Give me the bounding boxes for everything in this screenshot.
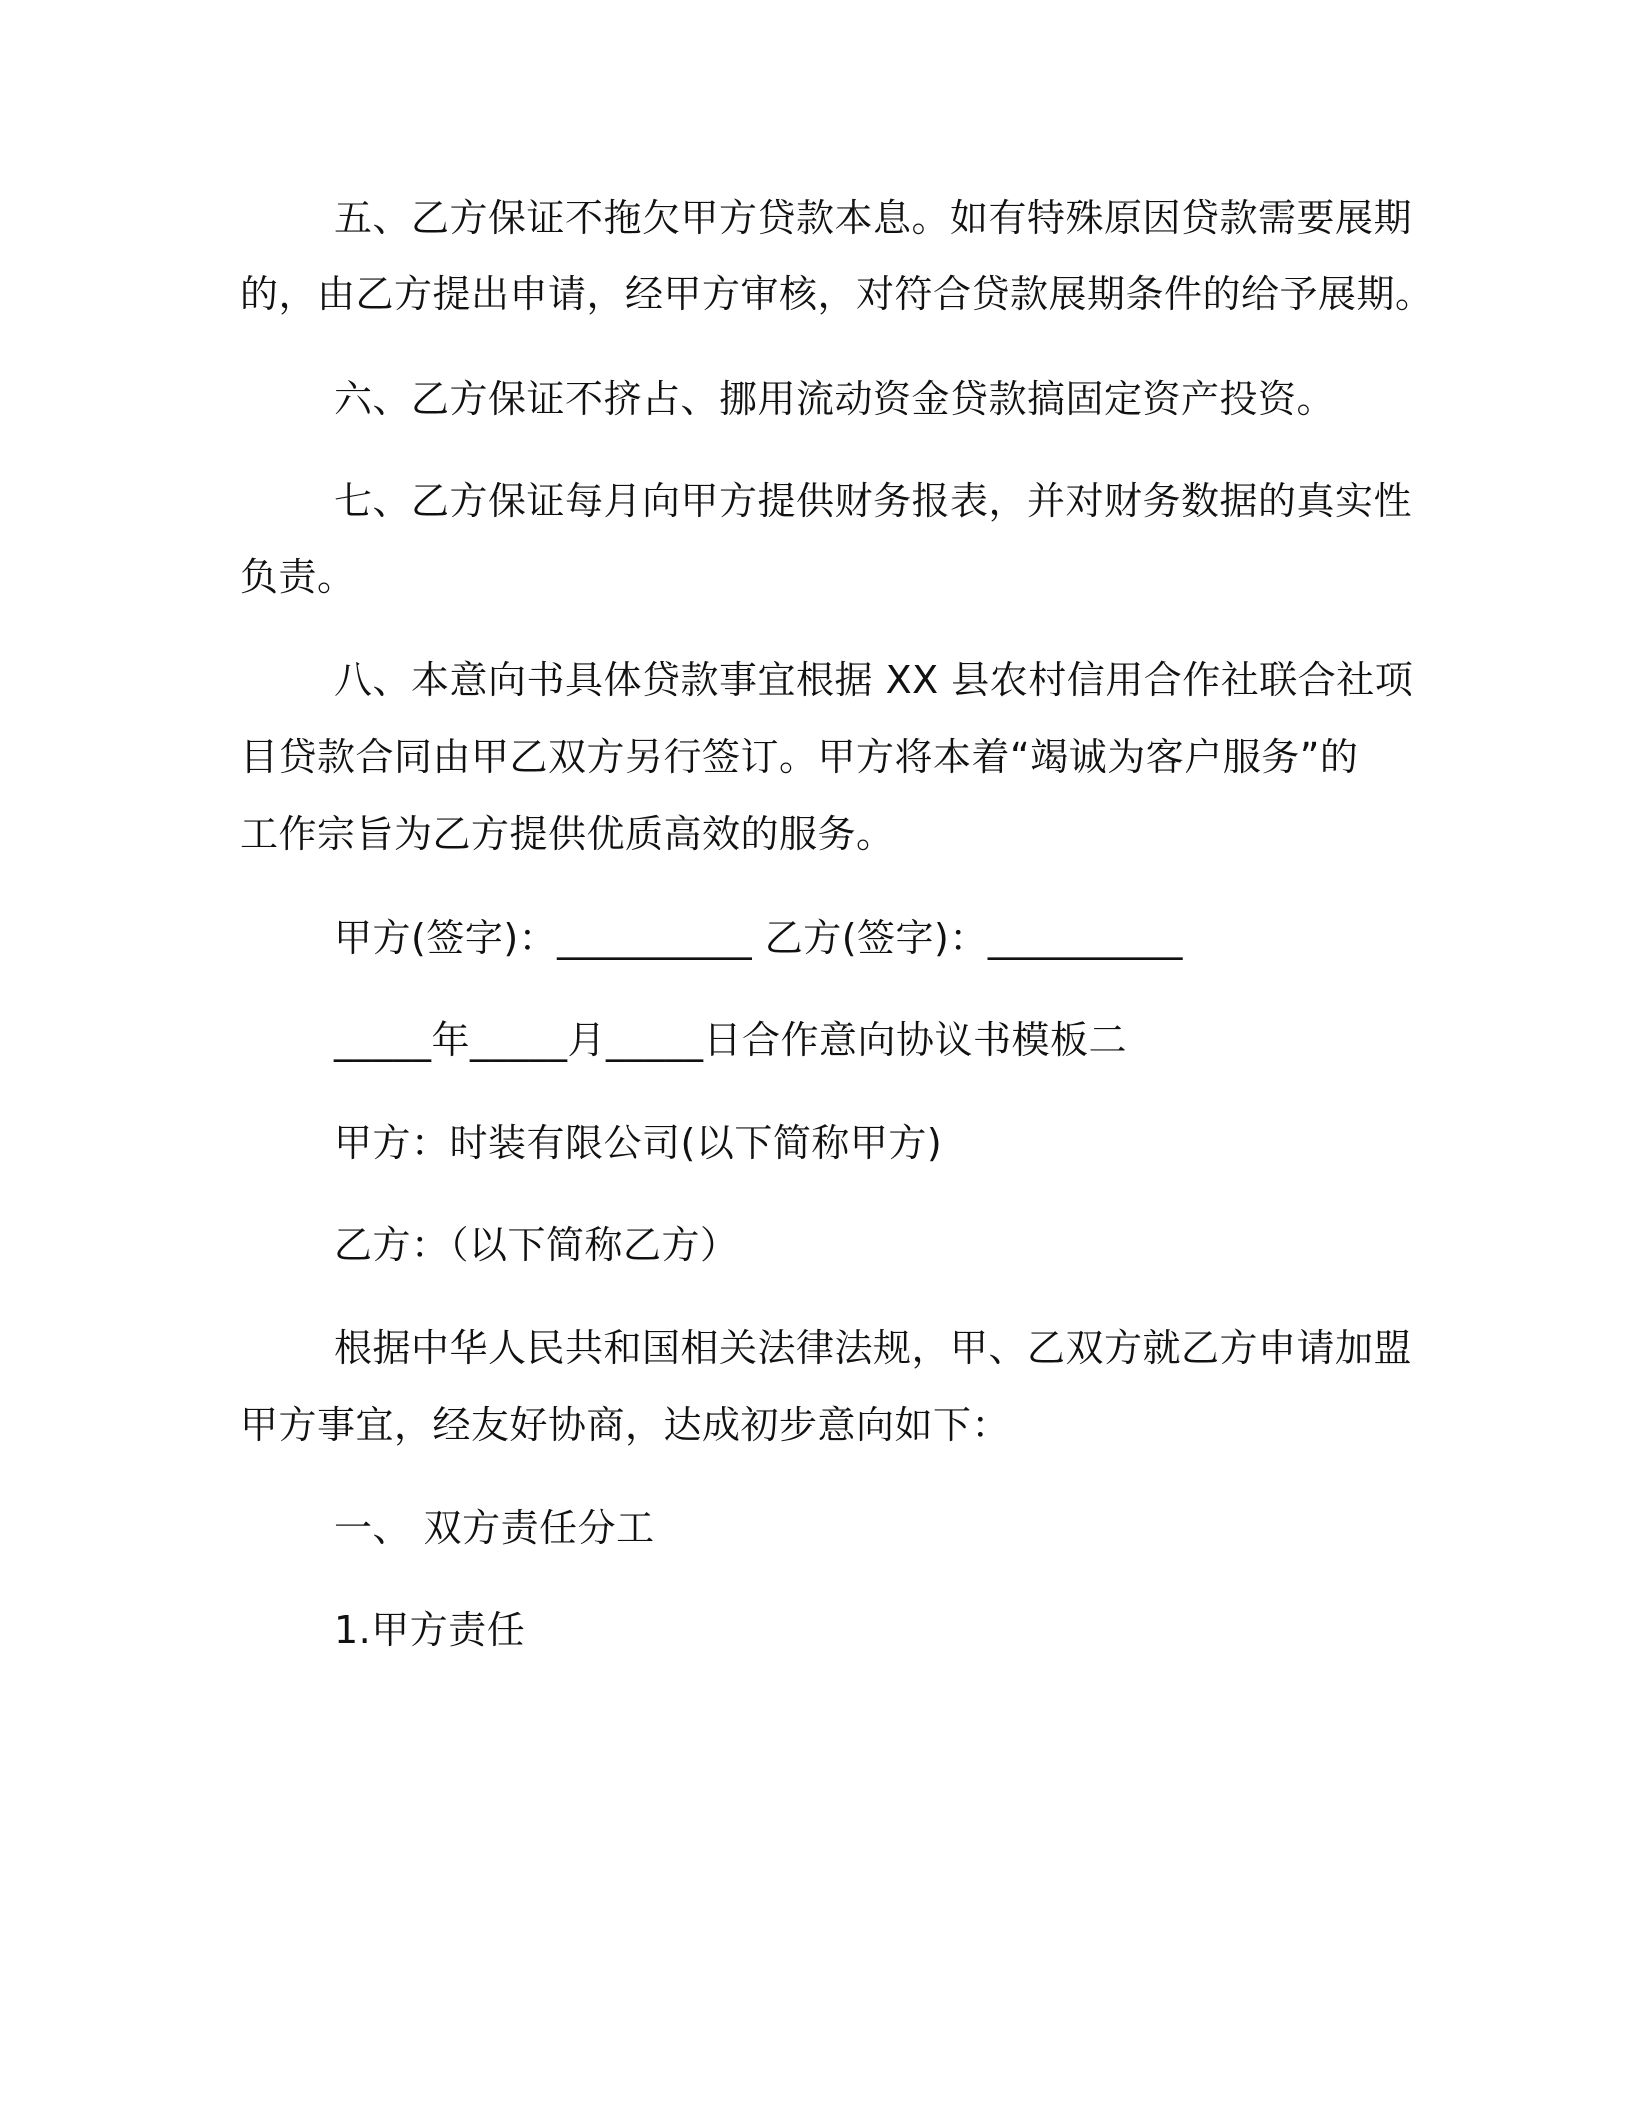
paragraph-8-line-1: 八、本意向书具体贷款事宜根据 XX 县农村信用合作社联合社项 [334,658,1414,702]
party-b-line: 乙方：（以下简称乙方） [334,1223,739,1267]
signature-line: 甲方(签字)：__________ 乙方(签字)：__________ [334,916,1183,960]
intro-paragraph-line-2: 甲方事宜，经友好协商，达成初步意向如下： [240,1403,1011,1447]
section-1-heading: 一、 双方责任分工 [334,1506,655,1550]
party-a-line: 甲方：时装有限公司(以下简称甲方) [334,1121,943,1165]
intro-paragraph-line-1: 根据中华人民共和国相关法律法规，甲、乙双方就乙方申请加盟 [334,1326,1413,1370]
subsection-1-heading: 1.甲方责任 [334,1608,526,1652]
paragraph-8-line-3: 工作宗旨为乙方提供优质高效的服务。 [240,812,895,856]
paragraph-6-line-1: 六、乙方保证不挤占、挪用流动资金贷款搞固定资产投资。 [334,377,1336,421]
date-and-template-title-line: _____年_____月_____日合作意向协议书模板二 [334,1018,1128,1062]
paragraph-7-line-1: 七、乙方保证每月向甲方提供财务报表，并对财务数据的真实性 [334,479,1413,523]
paragraph-5-line-1: 五、乙方保证不拖欠甲方贷款本息。如有特殊原因贷款需要展期 [334,196,1413,240]
paragraph-8-line-2: 目贷款合同由甲乙双方另行签订。甲方将本着“竭诚为客户服务”的 [240,735,1359,779]
paragraph-7-line-2: 负责。 [240,555,356,599]
paragraph-5-line-2: 的，由乙方提出申请，经甲方审核，对符合贷款展期条件的给予展期。 [240,272,1434,316]
